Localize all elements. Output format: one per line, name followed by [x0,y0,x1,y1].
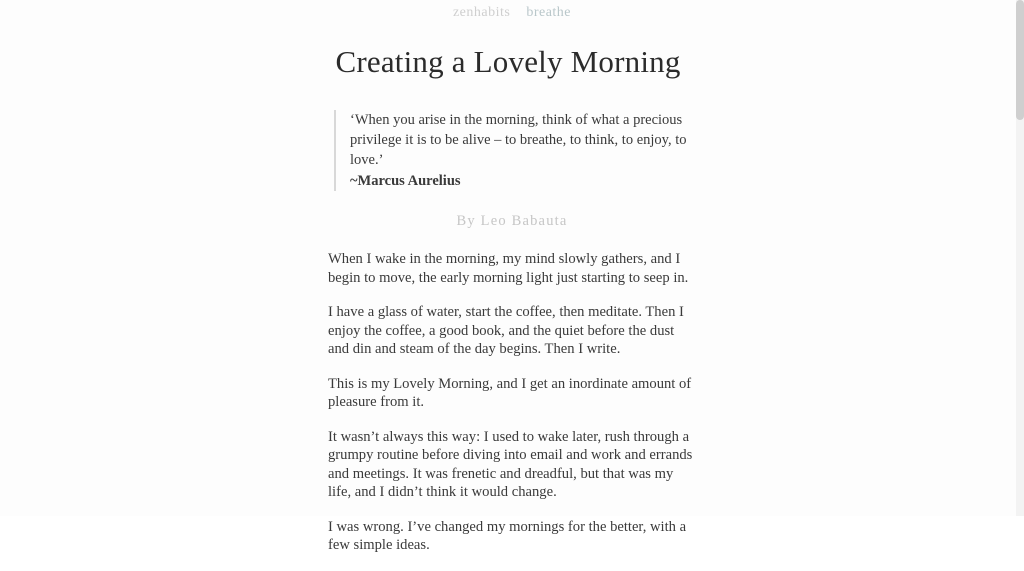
pull-quote-attribution: ~Marcus Aurelius [350,173,461,189]
paragraph: It wasn’t always this way: I used to wake later, rush through a grumpy routine before diving into email and work and errands and meetings. It was frenetic and dreadful, but that was my life, and I didn’t think it would change. [328,428,693,500]
article-body [328,110,696,555]
paragraph: I was wrong. I’ve changed my mornings for the better, with a few simple ideas. [328,518,687,553]
nav-link-zenhabits[interactable]: zenhabits [452,5,511,20]
scrollbar-thumb[interactable] [1016,0,1024,120]
paragraph: When I wake in the morning, my mind slowly gathers, and I begin to move, the early morning light just starting to seep in. [328,251,689,286]
pull-quote [334,110,700,191]
paragraph: This is my Lovely Morning, and I get an inordinate amount of pleasure from it. [328,375,692,410]
paragraph: I have a glass of water, start the coffee, then meditate. Then I enjoy the coffee, a good book, and the quiet before the dust and din and steam of the day begins. Then I write. [328,304,684,357]
pull-quote-text: ‘When you arise in the morning, think of what a precious privilege it is to be alive – to breathe, to think, to enjoy, to love.’ [350,112,687,168]
paragraph-list [328,250,696,555]
byline: By Leo Babauta [456,213,568,229]
scrollbar-track[interactable] [1016,0,1024,516]
nav-link-breathe[interactable]: breathe [526,5,572,20]
page-title: Creating a Lovely Morning [335,44,681,79]
